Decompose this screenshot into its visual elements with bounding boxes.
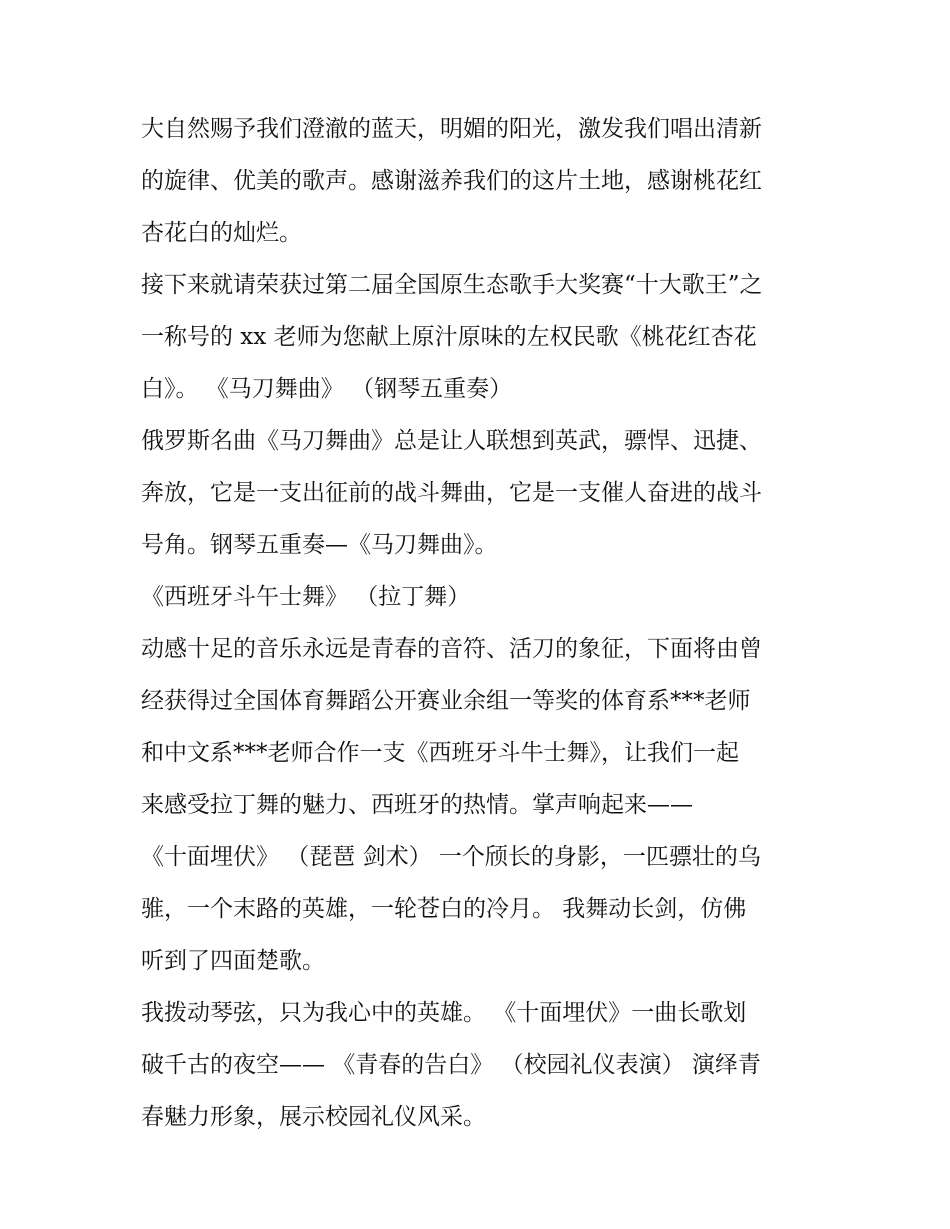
text-line: 大自然赐予我们澄澈的蓝天，明媚的阳光，激发我们唱出清新 <box>141 116 762 142</box>
text-line: 和中文系***老师合作一支《西班牙斗牛士舞》，让我们一起 <box>141 740 739 766</box>
text-line: 奔放，它是一支出征前的战斗舞曲，它是一支催人奋进的战斗 <box>141 480 762 506</box>
body-text <box>141 103 821 1143</box>
text-line: 骓，一个末路的英雄，一轮苍白的冷月。 我舞动长剑，仿佛 <box>141 896 747 922</box>
text-line: 《十面埋伏》 （琵琶 剑术） 一个颀长的身影，一匹骠壮的乌 <box>141 844 761 870</box>
text-line: 来感受拉丁舞的魅力、西班牙的热情。掌声响起来—— <box>141 792 693 818</box>
text-line: 接下来就请荣获过第二届全国原生态歌手大奖赛“十大歌王”之 <box>141 272 763 298</box>
text-line: 我拨动琴弦，只为我心中的英雄。 《十面埋伏》一曲长歌划 <box>141 1000 747 1026</box>
text-line: 的旋律、优美的歌声。感谢滋养我们的这片土地，感谢桃花红 <box>141 168 762 194</box>
text-line: 俄罗斯名曲《马刀舞曲》总是让人联想到英武，骠悍、迅捷、 <box>141 428 762 454</box>
text-line: 春魅力形象，展示校园礼仪风采。 <box>141 1104 486 1130</box>
text-line: 经获得过全国体育舞蹈公开赛业余组一等奖的体育系***老师 <box>141 688 751 714</box>
text-line: 一称号的 xx 老师为您献上原汁原味的左权民歌《桃花红杏花 <box>141 324 757 350</box>
text-line: 破千古的夜空—— 《青春的告白》 （校园礼仪表演） 演绎青 <box>141 1052 761 1078</box>
text-line: 《西班牙斗午士舞》 （拉丁舞） <box>141 584 471 610</box>
text-line: 号角。钢琴五重奏—《马刀舞曲》。 <box>141 532 498 558</box>
text-line: 白》。 《马刀舞曲》 （钢琴五重奏） <box>141 376 513 402</box>
text-line: 杏花白的灿烂。 <box>141 220 302 246</box>
text-line: 听到了四面楚歌。 <box>141 948 325 974</box>
text-line: 动感十足的音乐永远是青春的音符、活刀的象征，下面将由曾 <box>141 636 762 662</box>
